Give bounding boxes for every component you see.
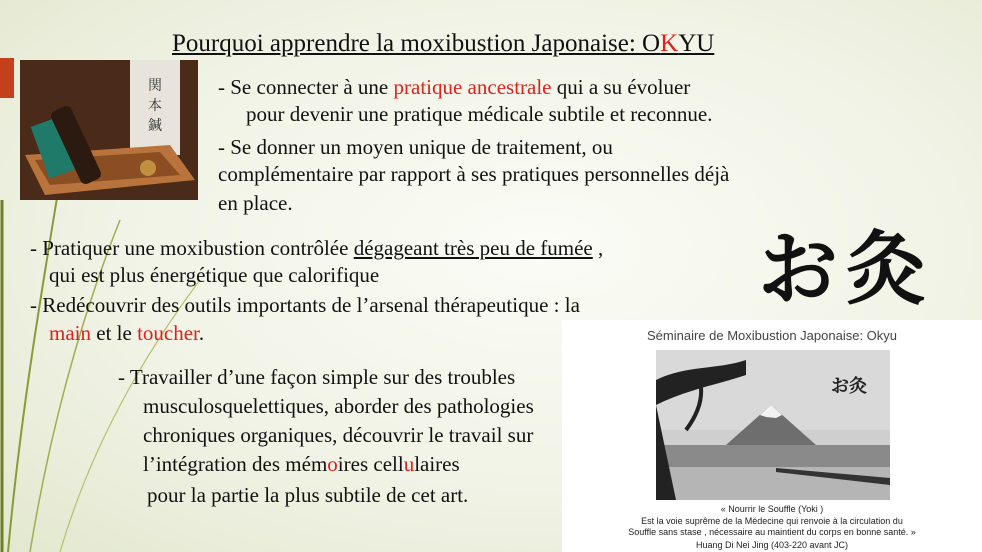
poster-caption-4: Huang Di Nei Jing (403-220 avant JC): [695, 540, 849, 550]
block1-line3: - Se donner un moyen unique de traitement, ou: [218, 135, 613, 159]
block1-line1: - Se connecter à une pratique ancestrale qui a su évoluer: [218, 75, 691, 99]
page-title: Pourquoi apprendre la moxibustion Japonaise: OKYU: [172, 30, 715, 57]
seminar-poster: [562, 320, 982, 552]
poster-caption-3: Souffle sans stase , nécessaire au maintient du corps en bonne santé. »: [628, 527, 916, 537]
block3-line5: pour la partie la plus subtile de cet art.: [147, 483, 469, 507]
poster-kanji: お灸: [831, 376, 867, 397]
block3-line2: musculosquelettiques, aborder des pathologies: [143, 394, 534, 418]
moxa-box-illustration: [20, 60, 198, 200]
poster-title: Séminaire de Moxibustion Japonaise: Okyu: [646, 328, 898, 343]
svg-text:本: 本: [148, 98, 162, 114]
moxa-box-photo: [20, 60, 198, 200]
block1-line5: en place.: [218, 191, 293, 215]
mount-fuji-photo: [656, 350, 890, 500]
svg-text:鍼: 鍼: [148, 118, 162, 134]
poster-caption-2: Est la voie suprême de la Médecine qui renvoie à la circulation du: [641, 516, 903, 526]
block3-line3: chroniques organiques, découvrir le travail sur: [143, 423, 534, 447]
block3-line1: - Travailler d’une façon simple sur des troubles: [118, 365, 516, 389]
block3-line4: l’intégration des mémoires cellulaires: [143, 452, 460, 476]
block1-line4: complémentaire par rapport à ses pratiques personnelles déjà: [218, 162, 730, 186]
okyu-kanji: お灸: [758, 222, 934, 316]
poster-caption-1: « Nourrir le Souffle (Yoki ): [720, 504, 824, 514]
block1-line2: pour devenir une pratique médicale subtile et reconnue.: [246, 102, 713, 126]
block2-line4: main et le toucher.: [49, 321, 205, 345]
block2-line1: - Pratiquer une moxibustion contrôlée dégageant très peu de fumée ,: [30, 236, 604, 260]
accent-bar: [0, 58, 14, 98]
block2-line2: qui est plus énergétique que calorifique: [49, 263, 380, 287]
svg-text:関: 関: [148, 78, 162, 94]
block2-line3: - Redécouvrir des outils importants de l’arsenal thérapeutique : la: [30, 293, 580, 317]
